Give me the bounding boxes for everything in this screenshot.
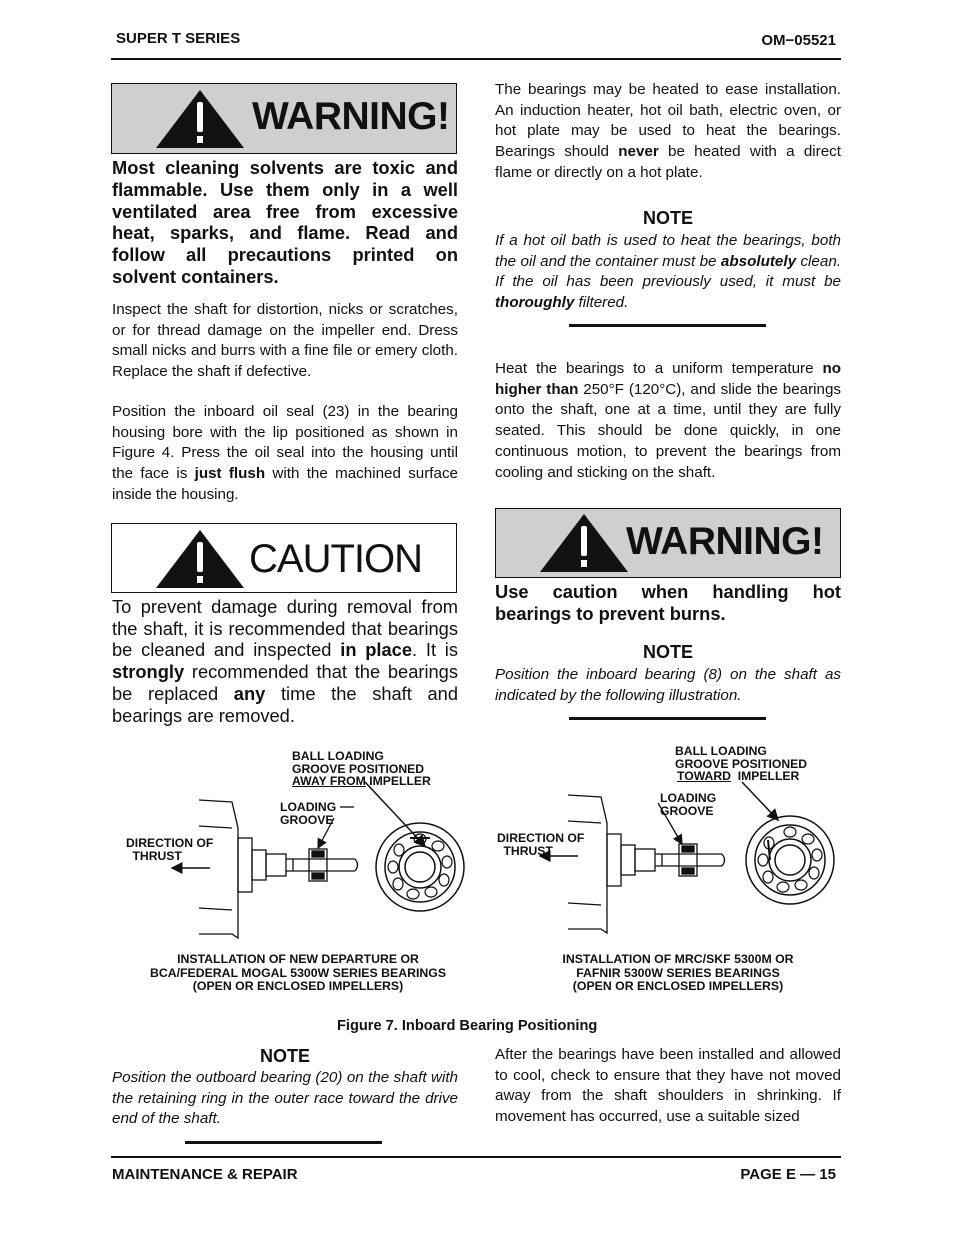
note-title-3: NOTE <box>259 1046 310 1066</box>
warning-banner <box>111 83 457 154</box>
heating-paragraph <box>495 80 841 184</box>
note-text-3: Position the outboard bearing (20) on the shaft with the retaining ring in the outer race toward the drive end of the shaft. <box>112 1069 458 1128</box>
oil-seal-text-a: Position the inboard oil seal (23) in the bearing housing bore with the lip positioned as shown in Figure 4. Press the oil seal into the housing until the face is <box>112 403 458 483</box>
caution-text-4: strongly <box>112 661 185 683</box>
left-caption-2: BCA/FEDERAL MOGAL 5300W SERIES BEARINGS <box>149 965 447 980</box>
left-bearing-ring <box>376 823 464 911</box>
left-ball-label-3 <box>292 775 431 788</box>
right-bearing-ring <box>746 816 834 904</box>
heating-text-a: The bearings may be heated to ease installation. An induction heater, hot oil bath, electric oven, or hot plate may be used to heat the bearings. Bearings should <box>495 81 841 161</box>
left-loading-1: LOADING <box>280 800 337 814</box>
left-ball-label-2: GROOVE POSITIONED <box>292 761 425 776</box>
oil-seal-text-bold: just flush <box>194 465 266 483</box>
left-ball-label-3a: AWAY FROM <box>292 774 366 788</box>
note-title-1: NOTE <box>642 208 693 228</box>
right-ball-label-1: BALL LOADING <box>675 744 767 758</box>
warning-triangle-icon <box>154 88 246 150</box>
left-caption <box>140 953 456 994</box>
heating-text-bold: never <box>618 143 659 161</box>
caution-banner <box>111 523 457 593</box>
right-loading-1: LOADING <box>660 791 717 805</box>
left-ball-loading-label <box>292 750 431 788</box>
note1-e: filtered. <box>574 294 629 312</box>
after-install-paragraph: After the bearings have been installed and allowed to cool, check to ensure that they have not moved away from the shaft shoulders in shrinking. If movement has occurred, use a suitable sized <box>495 1046 841 1126</box>
right-ball-loading-label <box>675 745 807 783</box>
note-text-2: Position the inboard bearing (8) on the shaft as indicated by the following illustration. <box>495 666 841 704</box>
oil-seal-paragraph <box>112 402 458 506</box>
left-loading-2: GROOVE <box>280 812 334 827</box>
right-caption-2: FAFNIR 5300W SERIES BEARINGS <box>576 965 780 980</box>
left-dir-1: DIRECTION OF <box>126 836 214 850</box>
right-caption-1: INSTALLATION OF MRC/SKF 5300M OR <box>562 952 794 966</box>
warning-word: WARNING! <box>252 95 450 138</box>
heat-text-a: Heat the bearings to a uniform temperature <box>495 360 823 377</box>
caution-text-2: in place <box>340 639 413 661</box>
page-number: PAGE E — 15 <box>740 1166 836 1183</box>
note-rule-3 <box>185 1141 382 1144</box>
left-direction-label <box>126 837 213 862</box>
caution-text-7: time the shaft and bearings are removed. <box>112 682 458 726</box>
heat-text-c: 250°F (120°C), and slide the bearings onto the shaft, one at a time, until they are fully seated. This should be done quickly, in one continuous motion, to prevent the bearings from cooling and sticking on the shaft. <box>495 380 842 481</box>
right-ball-label-3a: TOWARD <box>677 769 731 783</box>
caution-text-6: any <box>233 682 266 704</box>
right-caption <box>540 953 816 994</box>
warning-banner-2 <box>495 508 841 578</box>
note1-d: thoroughly <box>495 294 575 312</box>
warning-word-2: WARNING! <box>626 520 824 563</box>
note-rule-2 <box>569 717 766 720</box>
heating-text-c: be heated with a direct flame or directly on a hot plate. <box>495 143 841 181</box>
heat-bearings-paragraph <box>495 359 841 483</box>
caution-text-5: recommended that the bearings be replaced <box>112 661 458 704</box>
right-ball-label-2: GROOVE POSITIONED <box>675 756 808 771</box>
header-rule <box>111 58 841 60</box>
left-ball-label-1: BALL LOADING <box>292 749 384 763</box>
warning-text-2: Use caution when handling hot bearings to prevent burns. <box>495 581 841 624</box>
footer-section: MAINTENANCE & REPAIR <box>112 1166 298 1183</box>
footer-rule <box>111 1156 841 1158</box>
caution-text-1: To prevent damage during removal from the shaft, it is recommended that bearings be cleaned and inspected <box>112 596 458 661</box>
warning-text: Most cleaning solvents are toxic and flammable. Use them only in a well ventilated area free from excessive heat, sparks, and flame. Read and follow all precautions printed on solvent containers. <box>112 157 458 287</box>
header-title: SUPER T SERIES <box>116 30 241 47</box>
heat-text-bold: no higher than <box>495 360 841 398</box>
caution-text <box>112 596 458 726</box>
right-ball-label-3 <box>675 770 807 783</box>
note1-a: If a hot oil bath is used to heat the bearings, both the oil and the container must be <box>495 232 841 270</box>
left-caption-1: INSTALLATION OF NEW DEPARTURE OR <box>177 952 419 966</box>
left-dir-2: THRUST <box>132 848 182 863</box>
note1-b: absolutely <box>720 252 797 270</box>
right-dir-2: THRUST <box>503 843 553 858</box>
document-number: OM−05521 <box>761 32 836 49</box>
caution-text-3: . It is <box>412 639 459 661</box>
caution-word: CAUTION <box>249 537 422 581</box>
right-loading-2: GROOVE <box>660 803 714 818</box>
warning-triangle-icon <box>538 512 630 574</box>
note1-c: clean. If the oil has been previously used, it must be <box>495 252 841 291</box>
note-text-1 <box>495 231 841 314</box>
right-direction-label <box>497 832 584 857</box>
note-rule-1 <box>569 324 766 327</box>
shaft-inspection-paragraph: Inspect the shaft for distortion, nicks or scratches, or for thread damage on the impeller end. Dress small nicks and burrs with a fine file or emery cloth. Replace the shaft if defective. <box>112 301 458 381</box>
figure-title: Figure 7. Inboard Bearing Positioning <box>337 1018 598 1034</box>
oil-seal-text-c: with the machined surface inside the housing. <box>112 465 459 503</box>
note-title-2: NOTE <box>642 642 693 662</box>
left-caption-3: (OPEN OR ENCLOSED IMPELLERS) <box>192 979 404 993</box>
left-loading-groove-label <box>280 801 336 826</box>
right-loading-groove-label <box>660 792 716 817</box>
caution-triangle-icon <box>154 528 246 590</box>
right-dir-1: DIRECTION OF <box>497 831 585 845</box>
right-ball-label-3b: IMPELLER <box>730 769 800 783</box>
right-caption-3: (OPEN OR ENCLOSED IMPELLERS) <box>572 979 784 993</box>
left-ball-label-3b: IMPELLER <box>365 774 431 788</box>
